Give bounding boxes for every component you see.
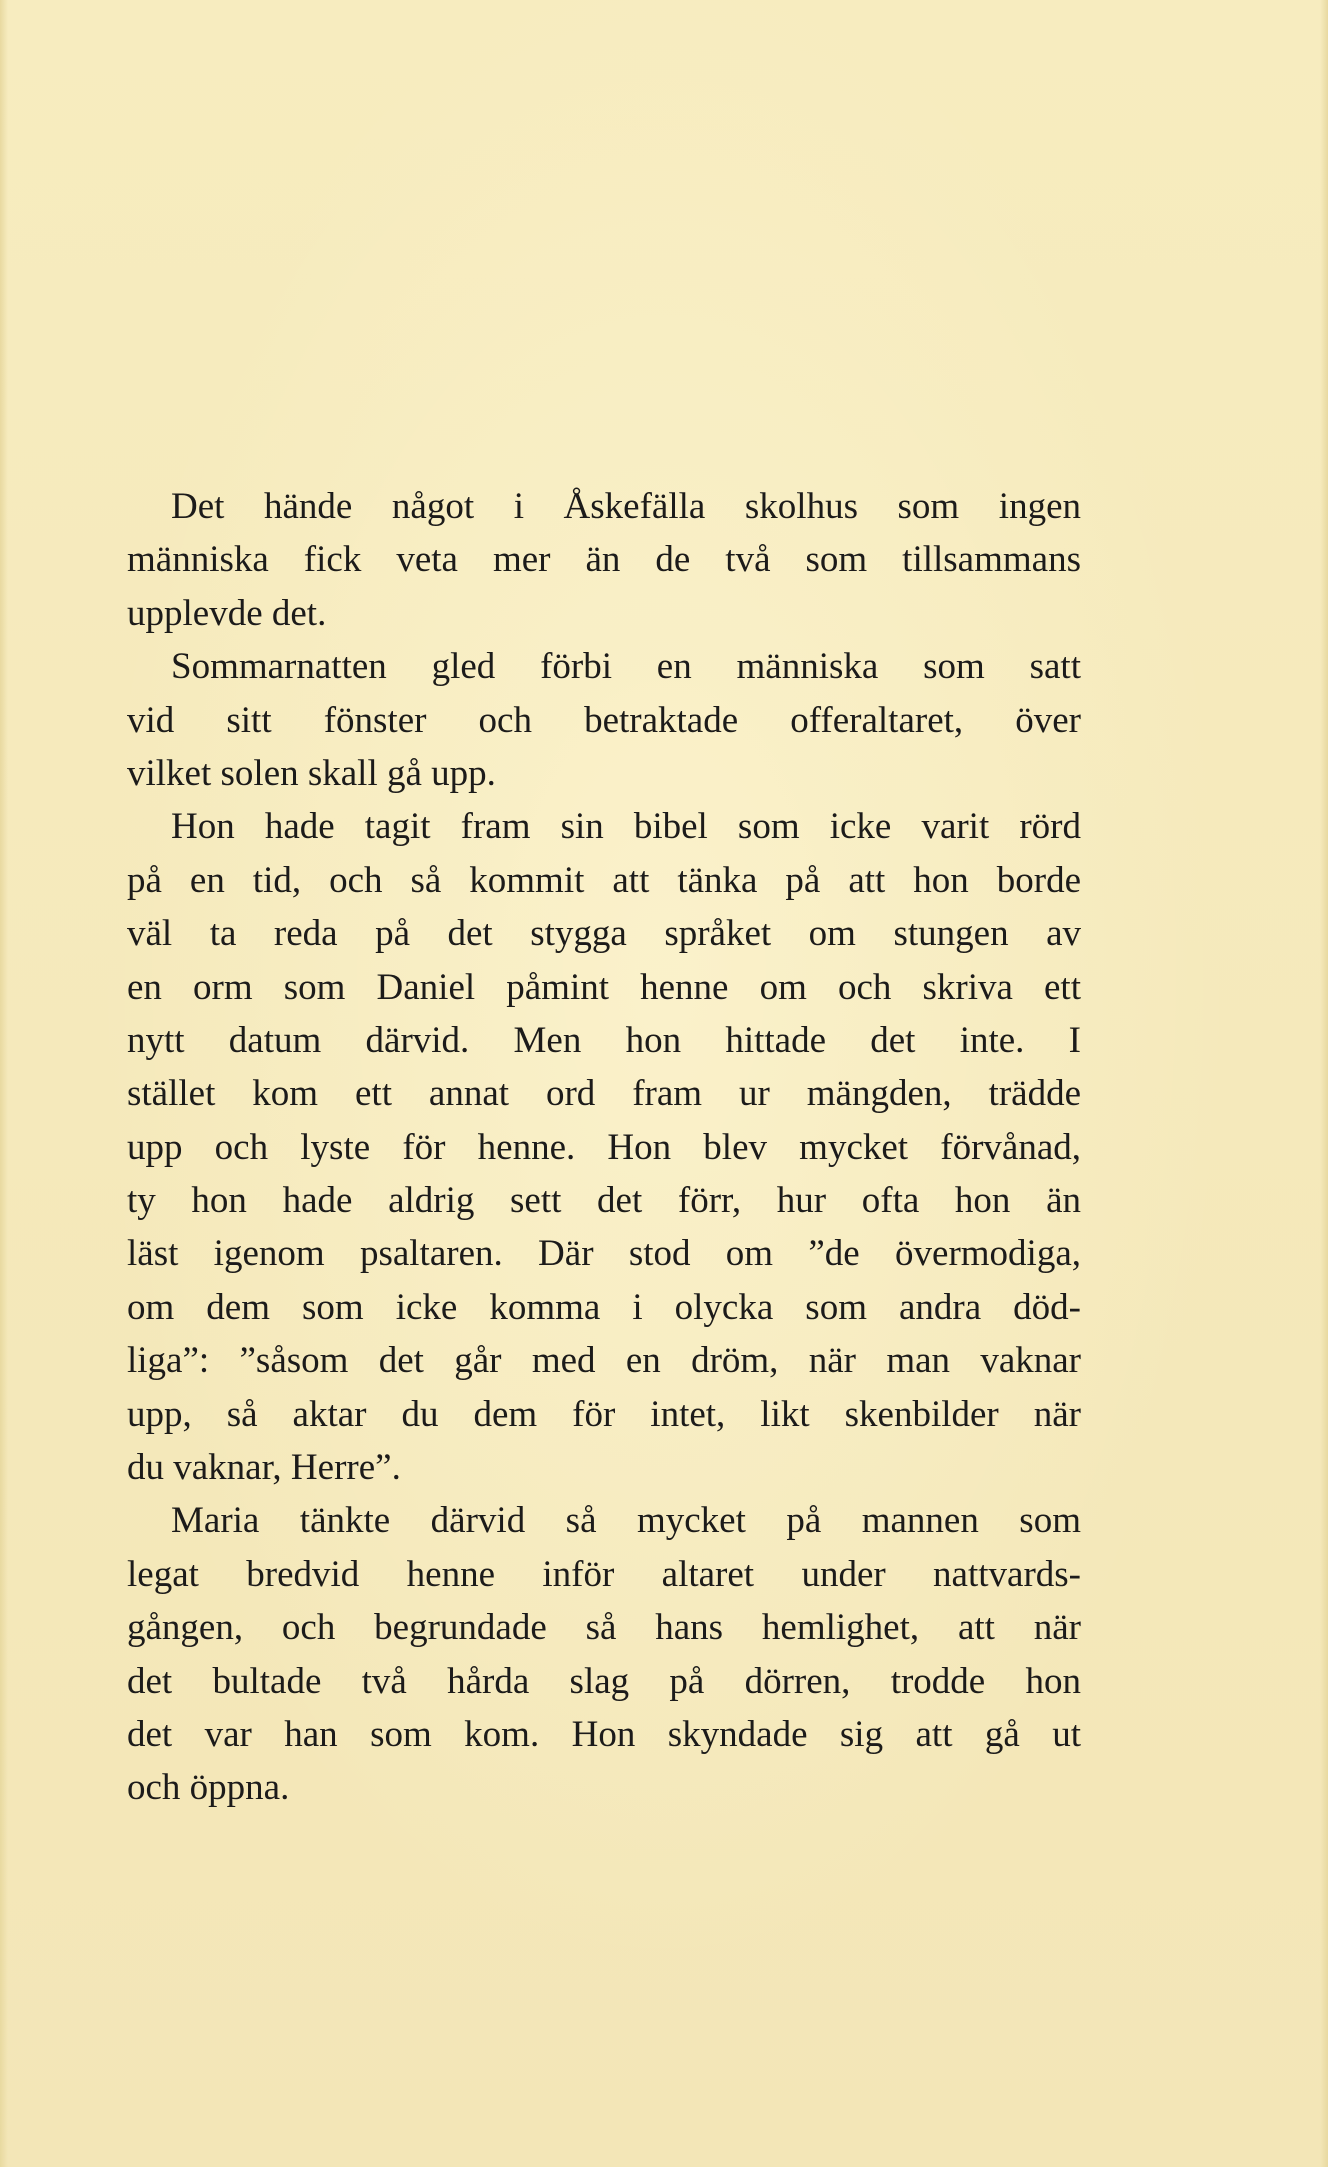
text-line: stället kom ett annat ord fram ur mängden, trädde — [127, 1073, 1081, 1115]
text-line: det var han som kom. Hon skyndade sig att gå ut — [127, 1713, 1081, 1755]
text-line: upp, så aktar du dem för intet, likt skenbilder när — [127, 1393, 1081, 1435]
text-line: Sommarnatten gled förbi en människa som satt — [171, 646, 1081, 688]
text-line: om dem som icke komma i olycka som andra död- — [127, 1286, 1081, 1328]
text-line: Hon hade tagit fram sin bibel som icke varit rörd — [171, 806, 1081, 848]
text-line: Maria tänkte därvid så mycket på mannen som — [171, 1500, 1081, 1542]
paragraph-3 — [127, 800, 1081, 1494]
text-line: och öppna. — [127, 1767, 290, 1809]
text-line: nytt datum därvid. Men hon hittade det inte. I — [127, 1019, 1081, 1061]
paragraph-1 — [127, 480, 1081, 640]
text-line: på en tid, och så kommit att tänka på att hon borde — [127, 859, 1081, 901]
text-line: läst igenom psaltaren. Där stod om ”de övermodiga, — [127, 1233, 1081, 1275]
text-line: Det hände något i Åskefälla skolhus som ingen — [171, 486, 1081, 527]
page-edge-left — [0, 0, 8, 2167]
text-line: du vaknar, Herre”. — [127, 1447, 401, 1489]
text-line: det bultade två hårda slag på dörren, trodde hon — [127, 1660, 1081, 1702]
text-line: gången, och begrundade så hans hemlighet, att när — [127, 1607, 1081, 1649]
body-text — [127, 480, 1081, 1815]
text-line: upplevde det. — [127, 592, 327, 634]
text-line: vilket solen skall gå upp. — [127, 752, 496, 794]
text-line: människa fick veta mer än de två som tillsammans — [127, 539, 1081, 581]
paragraph-2 — [127, 640, 1081, 800]
text-line: upp och lyste för henne. Hon blev mycket förvånad, — [127, 1126, 1081, 1168]
text-line: legat bredvid henne inför altaret under nattvards- — [127, 1553, 1081, 1595]
text-line: liga”: ”såsom det går med en dröm, när man vaknar — [127, 1340, 1081, 1382]
text-line: ty hon hade aldrig sett det förr, hur ofta hon än — [127, 1180, 1081, 1222]
page-edge-right — [1320, 0, 1328, 2167]
paragraph-4 — [127, 1494, 1081, 1814]
text-line: väl ta reda på det stygga språket om stungen av — [127, 913, 1081, 955]
text-line: vid sitt fönster och betraktade offeraltaret, över — [127, 699, 1081, 741]
text-line: en orm som Daniel påmint henne om och skriva ett — [127, 966, 1081, 1008]
